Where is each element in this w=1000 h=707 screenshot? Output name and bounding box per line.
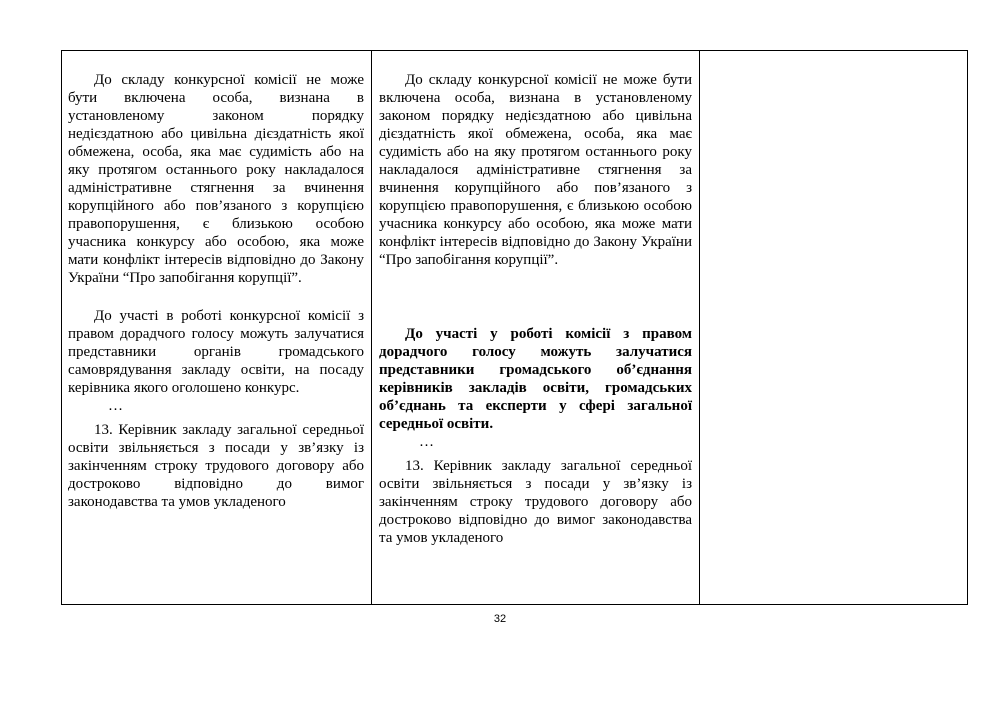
page-number: 32 (493, 613, 507, 625)
ellipsis: … (108, 398, 123, 414)
paragraph-advisory-participation-amended: До участі у роботі комісії з правом дорадчого голосу можуть залучатися представники громадського об’єднання керівників закладів освіти, громадських об’єднань та експерти у сфері загальної середньої освіти. (379, 326, 692, 432)
paragraph-commission-composition: До складу конкурсної комісії не може бути включена особа, визнана в установленому законом порядку недієздатною або цивільна дієздатність якої обмежена, особа, яка має судимість або на яку протягом останнього року накладалося адміністративне стягнення за вчинення корупційного або пов’язаного з корупцією правопорушення, є близькою особою учасника конкурсу або особою, яка може мати конфлікт інтересів відповідно до Закону України “Про запобігання корупції”. (68, 72, 364, 286)
paragraph-advisory-participation: До участі в роботі конкурсної комісії з правом дорадчого голосу можуть залучатися представники органів громадського самоврядування закладу освіти, на посаду керівника якого оголошено конкурс. (68, 308, 364, 396)
paragraph-dismissal: 13. Керівник закладу загальної середньої освіти звільняється з посади у зв’язку із закінченням строку трудового договору або достроково відповідно до вимог законодавства та умов укладеного (379, 458, 692, 546)
paragraph-commission-composition: До складу конкурсної комісії не може бути включена особа, визнана в установленому законом порядку недієздатною або цивільна дієздатність якої обмежена, особа, яка має судимість або на яку протягом останнього року накладалося адміністративне стягнення за вчинення корупційного або пов’язаного з корупцією правопорушення, є близькою особою учасника конкурсу або особою, яка може мати конфлікт інтересів відповідно до Закону України “Про запобігання корупції”. (379, 72, 692, 268)
column-current-text (62, 51, 372, 604)
column-comments (700, 51, 967, 604)
column-proposed-text (372, 51, 700, 604)
ellipsis: … (419, 434, 434, 450)
paragraph-dismissal: 13. Керівник закладу загальної середньої освіти звільняється з посади у зв’язку із закінченням строку трудового договору або достроково відповідно до вимог законодавства та умов укладеного (68, 422, 364, 510)
comparison-table (61, 50, 968, 605)
